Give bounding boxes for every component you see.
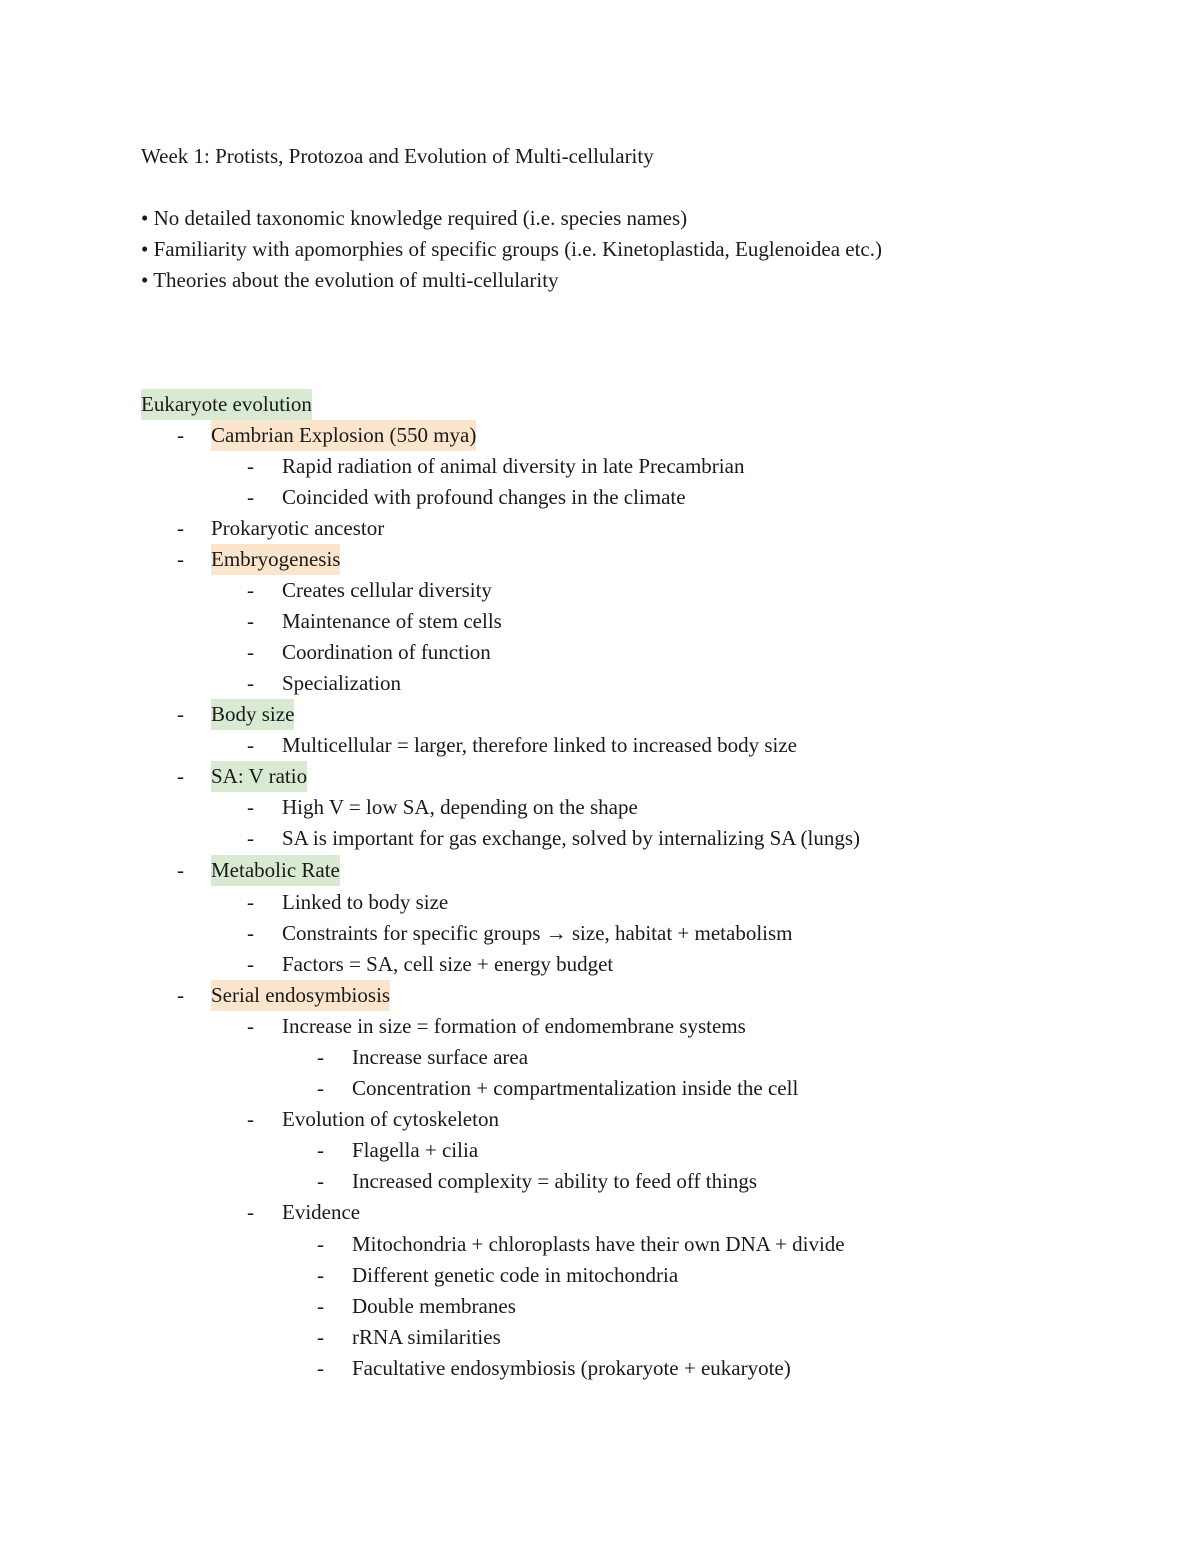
dash-marker: - xyxy=(317,1356,324,1380)
dash-marker: - xyxy=(247,952,254,976)
dash-marker: - xyxy=(247,578,254,602)
outline-text: rRNA similarities xyxy=(352,1325,501,1349)
outline-text: Body size xyxy=(211,699,294,730)
outline-text: Metabolic Rate xyxy=(211,855,340,886)
dash-marker: - xyxy=(247,640,254,664)
outline-text: Mitochondria + chloroplasts have their own DNA + divide xyxy=(352,1232,845,1256)
dash-marker: - xyxy=(317,1076,324,1100)
outline-text: Maintenance of stem cells xyxy=(282,609,502,633)
dash-marker: - xyxy=(247,671,254,695)
outline-text: Multicellular = larger, therefore linked to increased body size xyxy=(282,733,798,757)
dash-marker: - xyxy=(247,921,254,945)
outline-text: Double membranes xyxy=(352,1294,516,1318)
outline-text: Different genetic code in mitochondria xyxy=(352,1263,679,1287)
dash-marker: - xyxy=(317,1263,324,1287)
outline-text: Coincided with profound changes in the climate xyxy=(282,485,686,509)
dash-marker: - xyxy=(317,1169,324,1193)
dash-marker: - xyxy=(247,609,254,633)
outline-text: SA: V ratio xyxy=(211,761,307,792)
dash-marker: - xyxy=(247,1014,254,1038)
dash-marker: - xyxy=(247,826,254,850)
bullet-text: • Theories about the evolution of multi-cellularity xyxy=(141,268,559,292)
outline-text: Factors = SA, cell size + energy budget xyxy=(282,952,614,976)
outline-text: Increase surface area xyxy=(352,1045,529,1069)
outline-text: Increased complexity = ability to feed off things xyxy=(352,1169,758,1193)
outline-text: Facultative endosymbiosis (prokaryote + eukaryote) xyxy=(352,1356,791,1380)
outline-text: Increase in size = formation of endomembrane systems xyxy=(282,1014,746,1038)
outline-text: Cambrian Explosion (550 mya) xyxy=(211,420,476,451)
outline-text: SA is important for gas exchange, solved by internalizing SA (lungs) xyxy=(282,826,860,850)
dash-marker: - xyxy=(317,1232,324,1256)
dash-marker: - xyxy=(317,1325,324,1349)
dash-marker: - xyxy=(247,1107,254,1131)
section-heading-text: Eukaryote evolution xyxy=(141,389,312,420)
outline-text: Evidence xyxy=(282,1200,361,1224)
dash-marker: - xyxy=(247,454,254,478)
dash-marker: - xyxy=(317,1138,324,1162)
outline-text: Rapid radiation of animal diversity in late Precambrian xyxy=(282,454,745,478)
outline-text: Specialization xyxy=(282,671,401,695)
dash-marker: - xyxy=(177,423,184,447)
bullet-text: • No detailed taxonomic knowledge required (i.e. species names) xyxy=(141,206,688,230)
outline-text: Coordination of function xyxy=(282,640,491,664)
outline-text: Concentration + compartmentalization inside the cell xyxy=(352,1076,799,1100)
outline-text: Evolution of cytoskeleton xyxy=(282,1107,499,1131)
title-text: Week 1: Protists, Protozoa and Evolution of Multi-cellularity xyxy=(141,144,654,168)
dash-marker: - xyxy=(247,1200,254,1224)
dash-marker: - xyxy=(247,795,254,819)
dash-marker: - xyxy=(247,890,254,914)
dash-marker: - xyxy=(317,1294,324,1318)
bullet-text: • Familiarity with apomorphies of specific groups (i.e. Kinetoplastida, Euglenoidea etc.) xyxy=(141,237,882,261)
outline-text: High V = low SA, depending on the shape xyxy=(282,795,638,819)
dash-marker: - xyxy=(247,485,254,509)
outline-text: Linked to body size xyxy=(282,890,449,914)
dash-marker: - xyxy=(177,702,184,726)
dash-marker: - xyxy=(177,983,184,1007)
outline-text: Prokaryotic ancestor xyxy=(211,516,385,540)
dash-marker: - xyxy=(177,516,184,540)
outline-text: Flagella + cilia xyxy=(352,1138,479,1162)
dash-marker: - xyxy=(317,1045,324,1069)
outline-text: Serial endosymbiosis xyxy=(211,980,390,1011)
dash-marker: - xyxy=(177,547,184,571)
outline-text: Constraints for specific groups → size, habitat + metabolism xyxy=(282,921,793,945)
outline-text: Embryogenesis xyxy=(211,544,340,575)
outline-text: Creates cellular diversity xyxy=(282,578,492,602)
dash-marker: - xyxy=(177,764,184,788)
dash-marker: - xyxy=(247,733,254,757)
dash-marker: - xyxy=(177,858,184,882)
